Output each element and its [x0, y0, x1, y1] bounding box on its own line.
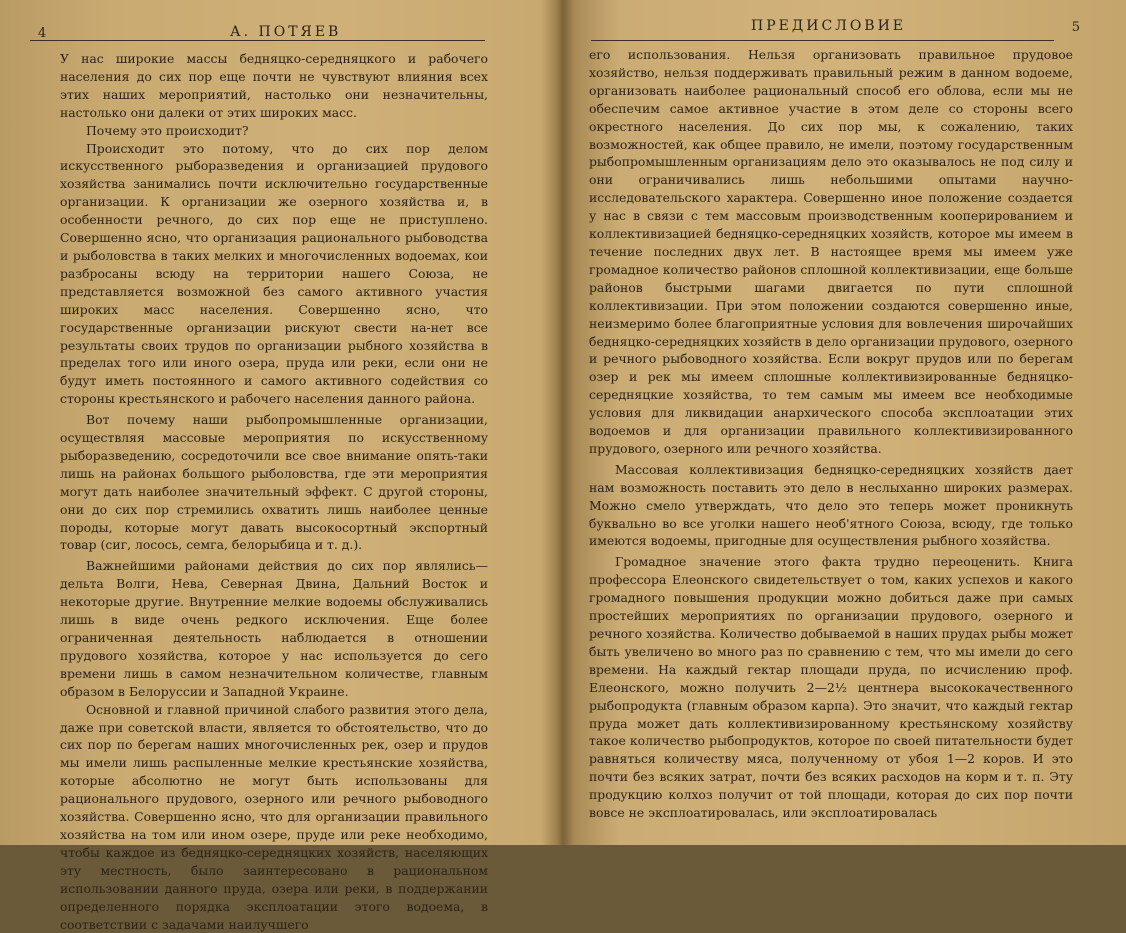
paragraph: Важнейшими районами действия до сих пор являлись—дельта Волги, Нева, Северная Двина, Дальний Восток и некоторые другие. Внутренние мелкие водоемы обслуживались лишь в виде очень редкого исключения. Еще более ограниченная деятельность наблюдается в отношении прудового хозяйства, которое у нас используется до сего времени лишь в самом незначительном количестве, главным образом в Белоруссии и Западной Украине. — [60, 558, 488, 699]
paragraph: Громадное значение этого факта трудно переоценить. Книга профессора Елеонского свидетельствует о том, каких успехов и какого громадного повышения продукции можно добиться даже при самых простейших мероприятиях по организации прудового, озерного и речного хозяйства. Количество добываемой в наших прудах рыбы может быть увеличено во много раз по сравнению с тем, что мы имели до сего времени. На каждый гектар площади пруда, по исчислению проф. Елеонского, можно получить 2—2½ центнера высококачественного рыбопродукта (главным образом карпа). Это значит, что каждый гектар пруда может дать коллективизированному крестьянскому хозяйству такое количество рыбопродуктов, которое по своей питательности будет равняться количеству мяса, полученному от убоя 1—2 коров. И это почти без всяких затрат, почти без всяких расходов на корм и т. п. Эту продукцию колхоз получит от той площади, которая до сих пор почти вовсе не эксплоатировалась, или эксплоатировалась — [589, 554, 1073, 821]
paragraph: Почему это происходит? — [86, 122, 249, 138]
paragraph: У нас широкие массы бедняцко-середняцкого и рабочего населения до сих пор еще почти не чувствуют влияния всех этих наших мероприятий, настолько они незначительны, настолько они далеки от этих широких масс. — [60, 51, 488, 120]
paragraph: Происходит это потому, что до сих пор делом искусственного рыборазведения и организацией прудового хозяйства занимались почти исключительно государственные организации. К организации же озерного хозяйства и, в особенности речного, до сих пор еще не приступлено. Совершенно ясно, что организация рационального рыбоводства и рыболовства в таких мелких и многочисленных водоемах, кои разбросаны всюду на территории нашего Союза, не представляется возможной без самого активного участия широких масс населения. Совершенно ясно, что государственные организации рискуют свести на-нет все результаты своих трудов по организации рыбного хозяйства в пределах того или иного озера, пруда или реки, если они не будут иметь постоянного и самого активного содействия со стороны крестьянского и рабочего населения данного района. — [60, 140, 488, 407]
paragraph: Массовая коллективизация бедняцко-середняцких хозяйств дает нам возможность поставить это дело в неслыханно широких размерах. Можно смело утверждать, что дело это теперь может проникнуть буквально во все уголки нашего необ'ятного Союза, всюду, где только имеются водоемы, пригодные для осуществления рыбного хозяйства. — [589, 461, 1073, 549]
left-page — [0, 0, 555, 932]
left-page-number: 4 — [38, 26, 47, 41]
left-body-text — [60, 50, 488, 933]
right-body-text — [589, 46, 1073, 822]
right-page — [567, 0, 1126, 845]
right-page-number: 5 — [1071, 20, 1080, 35]
paragraph: Вот почему наши рыбопромышленные организации, осуществляя массовые мероприятия по искусственному рыборазведению, сосредоточили все свое внимание опять-таки лишь на районах большого рыболовства, где эти мероприятия могут дать наиболее значительный эффект. С другой стороны, они до сих пор стремились охватить лишь наиболее ценные породы, которые могут давать высокосортный экспортный товар (сиг, лосось, семга, белорыбица и т. д.). — [60, 412, 488, 553]
right-running-header: ПРЕДИСЛОВИЕ — [751, 18, 907, 34]
paragraph: Основной и главной причиной слабого развития этого дела, даже при советской власти, является то обстоятельство, что до сих пор по берегам наших многочисленных рек, озер и прудов мы имели лишь распыленные мелкие крестьянские хозяйства, которые абсолютно не могут быть использованы для рационального прудового, озерного или речного рыбоводного хозяйства. Совершенно ясно, что для организации правильного хозяйства на том или ином озере, пруде или реке необходимо, чтобы каждое из бедняцко-середняцких хозяйств, населяющих эту местность, было заинтересовано в рациональном использовании данного пруда, озера или реки, в поддержании определенного порядка эксплоатации этого водоема, в соответствии с задачами наилучшего — [60, 701, 488, 932]
paragraph: его использования. Нельзя организовать правильное прудовое хозяйство, нельзя поддерживать правильный режим в данном водоеме, организовать наиболее рациональный способ его облова, если мы не обеспечим самое активное участие в этом деле со стороны всего окрестного населения. До сих пор мы, к сожалению, таких возможностей, как общее правило, не имели, поэтому государственным рыбопромышленным организациям дело это оказывалось не под силу и они ограничивались лишь небольшими опытами научно-исследовательского характера. Совершенно иное положение создается у нас в связи с тем массовым производственным кооперированием и коллективизацией бедняцко-середняцких хозяйств, которое мы имеем в течение последних двух лет. В настоящее время мы имеем уже громадное количество районов сплошной коллективизации, еще больше районов быстрыми шагами двигается по пути сплошной коллективизации. При этом положении создаются совершенно иные, неизмеримо более благоприятные условия для вовлечения широчайших бедняцко-середняцких хозяйств в дело организации прудового, озерного и речного рыбоводного хозяйства. Если вокруг прудов или по берегам озер и рек мы имеем сплошные коллективизированные бедняцко-середняцкие хозяйства, то тем самым мы имеем все необходимые условия для ликвидации анархического способа эксплоатации этих водоемов и для организации правильного коллективизированного прудового, озерного или речного хозяйства. — [589, 47, 1073, 456]
left-running-header: А. ПОТЯЕВ — [230, 24, 342, 40]
